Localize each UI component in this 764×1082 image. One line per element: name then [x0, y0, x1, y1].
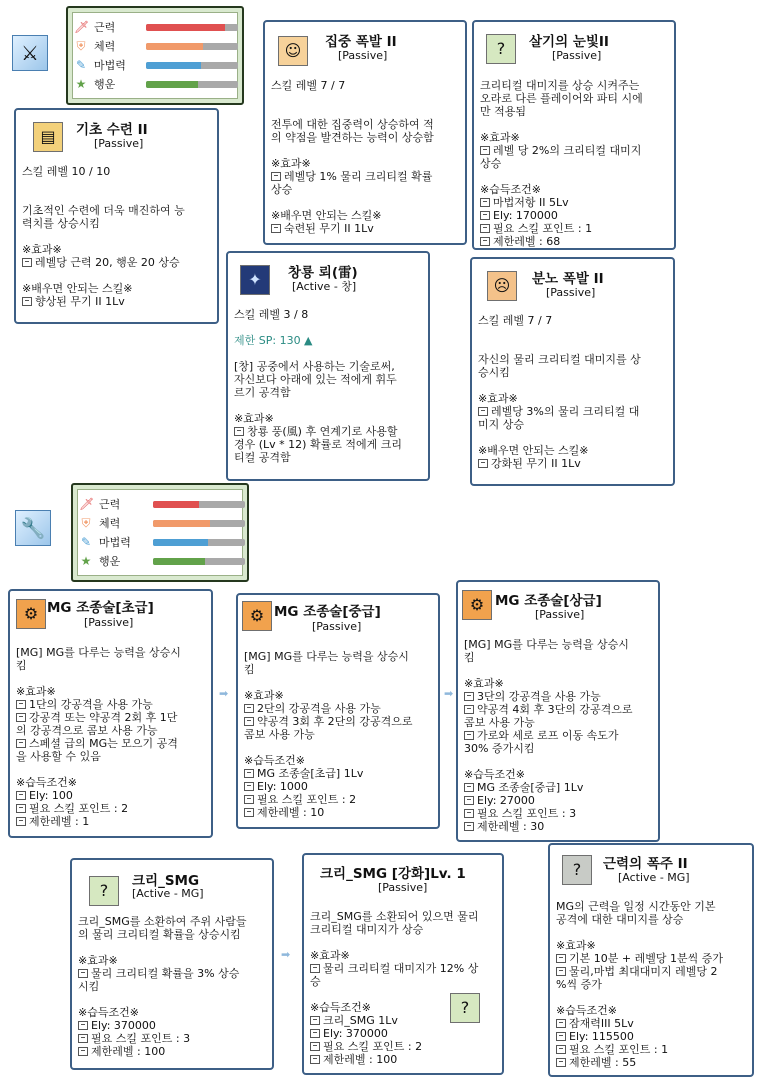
upgrade-arrow-icon: ➡: [444, 687, 454, 700]
text-line: ※효과※: [556, 939, 596, 952]
bullet-text: 스페셜 급의 MG는 모으기 공격: [29, 737, 178, 750]
shield-stat-icon: ⛨: [76, 39, 86, 53]
stat-bar: [153, 539, 245, 546]
bullet-text: 제한레벨 : 10: [257, 806, 325, 819]
text-line: ※효과※: [16, 685, 56, 698]
bullet-text: 약공격 4회 후 3단의 강공격으로: [477, 703, 633, 716]
bullet-text: Ely: 370000: [323, 1027, 388, 1040]
card-body: [310, 911, 496, 1067]
text-line: 만 적용됨: [480, 105, 527, 118]
bullet-line: [480, 145, 668, 158]
text-line: 자신보다 아래에 있는 적에게 휘두: [234, 373, 397, 386]
bullet-text: 제한레벨 : 100: [91, 1045, 166, 1058]
bullet-text: 필요 스킬 포인트 : 1: [493, 222, 593, 235]
mg-control-icon: ⚙: [462, 590, 492, 620]
pointing-hand-icon: [22, 297, 32, 306]
bullet-line: [78, 1046, 266, 1059]
bullet-text: 레벨당 3%의 물리 크리티컬 대: [491, 405, 640, 418]
card-focus-burst[interactable]: [263, 20, 467, 245]
bullet-text: 마법저항 II 5Lv: [493, 196, 569, 209]
bullet-line: [22, 257, 211, 270]
text-line: 스킬 레벨 7 / 7: [271, 79, 346, 92]
card-type: [Passive]: [378, 881, 428, 894]
pointing-hand-icon: [480, 211, 490, 220]
card-mg-intermediate[interactable]: [236, 593, 440, 829]
pointing-hand-icon: [464, 731, 474, 740]
help-question-icon: ?: [89, 876, 119, 906]
card-body: [244, 651, 432, 820]
text-line: 제한 SP: 130 ▲: [234, 334, 313, 347]
text-line: ※배우면 안되는 스킬※: [22, 282, 133, 295]
text-line: ※습득조건※: [464, 768, 525, 781]
text-line: 크리티컬 대미지가 상승: [310, 923, 424, 936]
bullet-line: [78, 968, 266, 981]
card-title: 집중 폭발 II: [325, 34, 397, 50]
bullet-text: 필요 스킬 포인트 : 3: [91, 1032, 191, 1045]
pointing-hand-icon: [16, 791, 26, 800]
text-line: 경우 (Lv * 12) 확률로 적에게 크리: [234, 438, 402, 451]
bullet-text: 필요 스킬 포인트 : 1: [569, 1043, 669, 1056]
shield-stat-icon: ⛨: [81, 516, 91, 530]
text-line: 르기 공격함: [234, 386, 291, 399]
stat-label: 행운: [99, 555, 121, 568]
text-line: 크리_SMG를 소환되어 있으면 물리: [310, 910, 479, 923]
card-body: [478, 315, 667, 471]
text-line: ※배우면 안되는 스킬※: [478, 444, 589, 457]
card-type: [Active - MG]: [132, 887, 204, 900]
star-stat-icon: ★: [80, 554, 92, 568]
bullet-text: 약공격 3회 후 2단의 강공격으로: [257, 715, 413, 728]
pointing-hand-icon: [310, 1016, 320, 1025]
stat-panel-2: [71, 483, 249, 582]
stat-bar: [153, 501, 245, 508]
bullet-line: [244, 807, 432, 820]
bullet-text: 강공격 또는 약공격 2회 후 1단: [29, 711, 178, 724]
pointing-hand-icon: [310, 1042, 320, 1051]
card-title: 창룡 뢰(雷): [288, 265, 358, 281]
card-type: [Passive]: [338, 49, 388, 62]
pointing-hand-icon: [464, 783, 474, 792]
star-stat-icon: ★: [75, 77, 87, 91]
text-line: 스킬 레벨 7 / 7: [478, 314, 553, 327]
card-type: [Passive]: [535, 608, 585, 621]
bullet-text: Ely: 27000: [477, 794, 535, 807]
pointing-hand-icon: [78, 1021, 88, 1030]
stat-label: 근력: [94, 21, 116, 34]
text-line: [창] 공중에서 사용하는 기술로써,: [234, 360, 395, 373]
sword-tool-icon[interactable]: ⚔: [12, 35, 48, 71]
bullet-line: [22, 296, 211, 309]
pointing-hand-icon: [464, 692, 474, 701]
bullet-line: [556, 1057, 746, 1070]
bullet-text: 제한레벨 : 1: [29, 815, 90, 828]
text-line: ※효과※: [22, 243, 62, 256]
bullet-text: 물리 크리티컬 확률을 3% 상승: [91, 967, 240, 980]
bullet-text: Ely: 370000: [91, 1019, 156, 1032]
card-title: 분노 폭발 II: [532, 271, 604, 287]
pointing-hand-icon: [310, 964, 320, 973]
text-line: ※습득조건※: [78, 1006, 139, 1019]
pointing-hand-icon: [464, 809, 474, 818]
bullet-text: 가로와 세로 로프 이동 속도가: [477, 729, 619, 742]
text-line: [MG] MG를 다루는 능력을 상승시: [464, 638, 629, 651]
bullet-text: 제한레벨 : 30: [477, 820, 545, 833]
stat-row: [74, 57, 148, 73]
bullet-text: 제한레벨 : 68: [493, 235, 561, 248]
stat-row: [79, 515, 153, 531]
text-line: 크리_SMG를 소환하여 주위 사람들: [78, 915, 247, 928]
card-title: 크리_SMG: [132, 873, 200, 889]
pointing-hand-icon: [16, 804, 26, 813]
pointing-hand-icon: [478, 459, 488, 468]
card-type: [Passive]: [552, 49, 602, 62]
pointing-hand-icon: [480, 146, 490, 155]
text-line: ※효과※: [234, 412, 274, 425]
bullet-line: [464, 821, 652, 834]
wrench-tool-icon[interactable]: 🔧: [15, 510, 51, 546]
card-body: [556, 901, 746, 1070]
sword-stat-icon: 🗡: [74, 20, 90, 34]
text-line: 스킬 레벨 10 / 10: [22, 165, 111, 178]
pointing-hand-icon: [556, 967, 566, 976]
pointing-hand-icon: [234, 427, 244, 436]
text-line: 크리티컬 대미지를 상승 시켜주는: [480, 79, 640, 92]
card-rage-burst[interactable]: [470, 257, 675, 486]
pointing-hand-icon: [480, 198, 490, 207]
pointing-hand-icon: [556, 1019, 566, 1028]
text-line: ※효과※: [271, 157, 311, 170]
pointing-hand-icon: [244, 704, 254, 713]
stat-panel-1: [66, 6, 244, 105]
text-line: 력치를 상승시킴: [22, 217, 100, 230]
card-title: 크리_SMG [강화]Lv. 1: [320, 866, 466, 882]
pointing-hand-icon: [556, 1032, 566, 1041]
card-type: [Passive]: [94, 137, 144, 150]
text-line: 의 약점을 발견하는 능력이 상승함: [271, 131, 434, 144]
text-line: 승: [310, 975, 321, 988]
text-line: [MG] MG를 다루는 능력을 상승시: [244, 650, 409, 663]
upgrade-arrow-icon: ➡: [219, 687, 229, 700]
card-body: [234, 309, 422, 478]
pointing-hand-icon: [556, 1045, 566, 1054]
bullet-text: 제한레벨 : 55: [569, 1056, 637, 1069]
card-type: [Passive]: [84, 616, 134, 629]
bullet-line: [16, 816, 205, 829]
staff-stat-icon: ✎: [75, 58, 87, 72]
stat-bar: [146, 43, 238, 50]
pointing-hand-icon: [271, 224, 281, 233]
stat-label: 마법력: [99, 536, 131, 549]
bullet-text: Ely: 115500: [569, 1030, 634, 1043]
bullet-text: 필요 스킬 포인트 : 2: [29, 802, 129, 815]
pointing-hand-icon: [556, 954, 566, 963]
text-line: 전투에 대한 집중력이 상승하여 적: [271, 118, 434, 131]
bullet-text: 크리_SMG 1Lv: [323, 1014, 398, 1027]
stat-row: [74, 38, 148, 54]
text-line: ※습득조건※: [244, 754, 305, 767]
card-basic-training[interactable]: [14, 108, 219, 324]
text-line: 상승: [480, 157, 502, 170]
text-line: 의 강공격으로 콤보 사용 가능: [16, 724, 158, 737]
bullet-text: MG 조종술[초급] 1Lv: [257, 767, 364, 780]
spear-thunder-icon: ✦: [240, 265, 270, 295]
card-body: [480, 80, 668, 249]
pointing-hand-icon: [478, 407, 488, 416]
stat-bar: [146, 62, 238, 69]
pointing-hand-icon: [16, 817, 26, 826]
mg-control-icon: ⚙: [16, 599, 46, 629]
bullet-line: [310, 1054, 496, 1067]
card-title: MG 조종술[초급]: [47, 600, 154, 616]
pointing-hand-icon: [310, 1055, 320, 1064]
stat-bar: [146, 81, 238, 88]
text-line: 오라로 다른 플레이어와 파티 시에: [480, 92, 643, 105]
help-question-icon: ?: [450, 993, 480, 1023]
text-line: ※효과※: [478, 392, 518, 405]
stat-row: [79, 496, 153, 512]
card-title: 기초 수련 II: [76, 122, 148, 138]
stat-row: [79, 534, 153, 550]
bullet-text: Ely: 1000: [257, 780, 308, 793]
staff-stat-icon: ✎: [80, 535, 92, 549]
bullet-text: 강화된 무기 II 1Lv: [491, 457, 581, 470]
stat-row: [74, 19, 148, 35]
bullet-text: Ely: 170000: [493, 209, 558, 222]
pointing-hand-icon: [16, 700, 26, 709]
stat-label: 행운: [94, 78, 116, 91]
text-line: 킴: [464, 651, 475, 664]
pointing-hand-icon: [480, 224, 490, 233]
pointing-hand-icon: [271, 172, 281, 181]
bullet-text: 레벨당 1% 물리 크리티컬 확률: [284, 170, 433, 183]
upgrade-arrow-icon: ➡: [281, 948, 291, 961]
card-mg-advanced[interactable]: [456, 580, 660, 842]
stat-bar: [153, 558, 245, 565]
pointing-hand-icon: [78, 1034, 88, 1043]
text-line: 티컬 공격함: [234, 451, 291, 464]
stat-row: [79, 553, 153, 569]
training-book-icon: ▤: [33, 122, 63, 152]
help-question-icon: ?: [562, 855, 592, 885]
card-type: [Passive]: [312, 620, 362, 633]
text-line: %씩 증가: [556, 978, 602, 991]
bullet-text: 1단의 강공격을 사용 가능: [29, 698, 153, 711]
card-title: MG 조종술[상급]: [495, 593, 602, 609]
stat-label: 마법력: [94, 59, 126, 72]
pointing-hand-icon: [464, 796, 474, 805]
text-line: 스킬 레벨 3 / 8: [234, 308, 309, 321]
text-line: ※습득조건※: [16, 776, 77, 789]
card-body: [16, 647, 205, 829]
bullet-text: 창룡 풍(風) 후 연계기로 사용할: [247, 425, 398, 438]
text-line: 미지 상승: [478, 418, 525, 431]
text-line: 시킴: [78, 980, 100, 993]
text-line: 공격에 대한 대미지를 상승: [556, 913, 684, 926]
text-line: ※습득조건※: [480, 183, 541, 196]
text-line: ※습득조건※: [310, 1001, 371, 1014]
card-type: [Active - 창]: [292, 280, 357, 293]
text-line: 상승: [271, 183, 293, 196]
text-line: 30% 증가시킴: [464, 742, 535, 755]
sword-stat-icon: 🗡: [79, 497, 95, 511]
bullet-line: [478, 458, 667, 471]
bullet-text: 필요 스킬 포인트 : 2: [323, 1040, 423, 1053]
bullet-text: Ely: 100: [29, 789, 73, 802]
bullet-text: 2단의 강공격을 사용 가능: [257, 702, 381, 715]
help-question-icon: ?: [486, 34, 516, 64]
card-cri-smg-enhanced[interactable]: [302, 853, 504, 1075]
pointing-hand-icon: [244, 717, 254, 726]
card-type: [Passive]: [546, 286, 596, 299]
text-line: 자신의 물리 크리티컬 대미지를 상: [478, 353, 641, 366]
text-line: ※배우면 안되는 스킬※: [271, 209, 382, 222]
text-line: 콤보 사용 가능: [464, 716, 535, 729]
card-mg-beginner[interactable]: [8, 589, 213, 838]
text-line: 을 사용할 수 있음: [16, 750, 101, 763]
bullet-line: [271, 223, 459, 236]
text-line: 기초적인 수련에 더욱 매진하여 능: [22, 204, 185, 217]
bullet-text: 기본 10분 + 레벨당 1분씩 증가: [569, 952, 723, 965]
text-line: 킴: [244, 663, 255, 676]
stat-label: 체력: [94, 40, 116, 53]
card-cri-smg[interactable]: [70, 858, 274, 1070]
card-body: [464, 639, 652, 834]
text-line: [MG] MG를 다루는 능력을 상승시: [16, 646, 181, 659]
stat-bar: [146, 24, 238, 31]
pointing-hand-icon: [22, 258, 32, 267]
stat-label: 체력: [99, 517, 121, 530]
card-title: MG 조종술[중급]: [274, 604, 381, 620]
card-title: 살기의 눈빛II: [529, 34, 609, 50]
card-body: [78, 916, 266, 1059]
text-line: ※효과※: [480, 131, 520, 144]
pointing-hand-icon: [244, 795, 254, 804]
bullet-line: [480, 236, 668, 249]
stat-bar: [153, 520, 245, 527]
bullet-text: 3단의 강공격을 사용 가능: [477, 690, 601, 703]
bullet-text: 레벨당 근력 20, 행운 20 상승: [35, 256, 180, 269]
pointing-hand-icon: [78, 969, 88, 978]
pointing-hand-icon: [16, 713, 26, 722]
bullet-text: 잠재력III 5Lv: [569, 1017, 634, 1030]
bullet-text: MG 조종술[중급] 1Lv: [477, 781, 584, 794]
bullet-text: 숙련된 무기 II 1Lv: [284, 222, 374, 235]
text-line: 콤보 사용 가능: [244, 728, 315, 741]
text-line: ※효과※: [78, 954, 118, 967]
text-line: ※효과※: [244, 689, 284, 702]
card-body: [22, 166, 211, 309]
card-strength-rampage[interactable]: [548, 843, 754, 1077]
stat-label: 근력: [99, 498, 121, 511]
bullet-text: 필요 스킬 포인트 : 2: [257, 793, 357, 806]
bullet-text: 물리 크리티컬 대미지가 12% 상: [323, 962, 479, 975]
card-title: 근력의 폭주 II: [603, 856, 688, 872]
bullet-line: [271, 171, 459, 184]
pointing-hand-icon: [78, 1047, 88, 1056]
card-body: [271, 80, 459, 236]
pointing-hand-icon: [310, 1029, 320, 1038]
pointing-hand-icon: [244, 808, 254, 817]
bullet-text: 물리,마법 최대대미지 레벨당 2: [569, 965, 718, 978]
pointing-hand-icon: [480, 237, 490, 246]
mg-control-icon: ⚙: [242, 601, 272, 631]
pointing-hand-icon: [244, 769, 254, 778]
card-type: [Active - MG]: [618, 871, 690, 884]
bullet-line: [310, 963, 496, 976]
bullet-text: 향상된 무기 II 1Lv: [35, 295, 125, 308]
pointing-hand-icon: [556, 1058, 566, 1067]
card-spear-thunder[interactable]: [226, 251, 430, 481]
stat-row: [74, 76, 148, 92]
bullet-text: 제한레벨 : 100: [323, 1053, 398, 1066]
text-line: 의 물리 크리티컬 확률을 상승시킴: [78, 928, 241, 941]
focus-face-icon: ☺: [278, 36, 308, 66]
text-line: ※효과※: [464, 677, 504, 690]
bullet-text: 필요 스킬 포인트 : 3: [477, 807, 577, 820]
bullet-text: 레벨 당 2%의 크리티컬 대미지: [493, 144, 642, 157]
text-line: 킴: [16, 659, 27, 672]
text-line: 승시킴: [478, 366, 510, 379]
text-line: ※습득조건※: [556, 1004, 617, 1017]
pointing-hand-icon: [464, 705, 474, 714]
pointing-hand-icon: [244, 782, 254, 791]
card-killing-gaze[interactable]: [472, 20, 676, 250]
text-line: ※효과※: [310, 949, 350, 962]
text-line: MG의 근력을 일정 시간동안 기본: [556, 900, 716, 913]
pointing-hand-icon: [464, 822, 474, 831]
pointing-hand-icon: [16, 739, 26, 748]
rage-face-icon: ☹: [487, 271, 517, 301]
